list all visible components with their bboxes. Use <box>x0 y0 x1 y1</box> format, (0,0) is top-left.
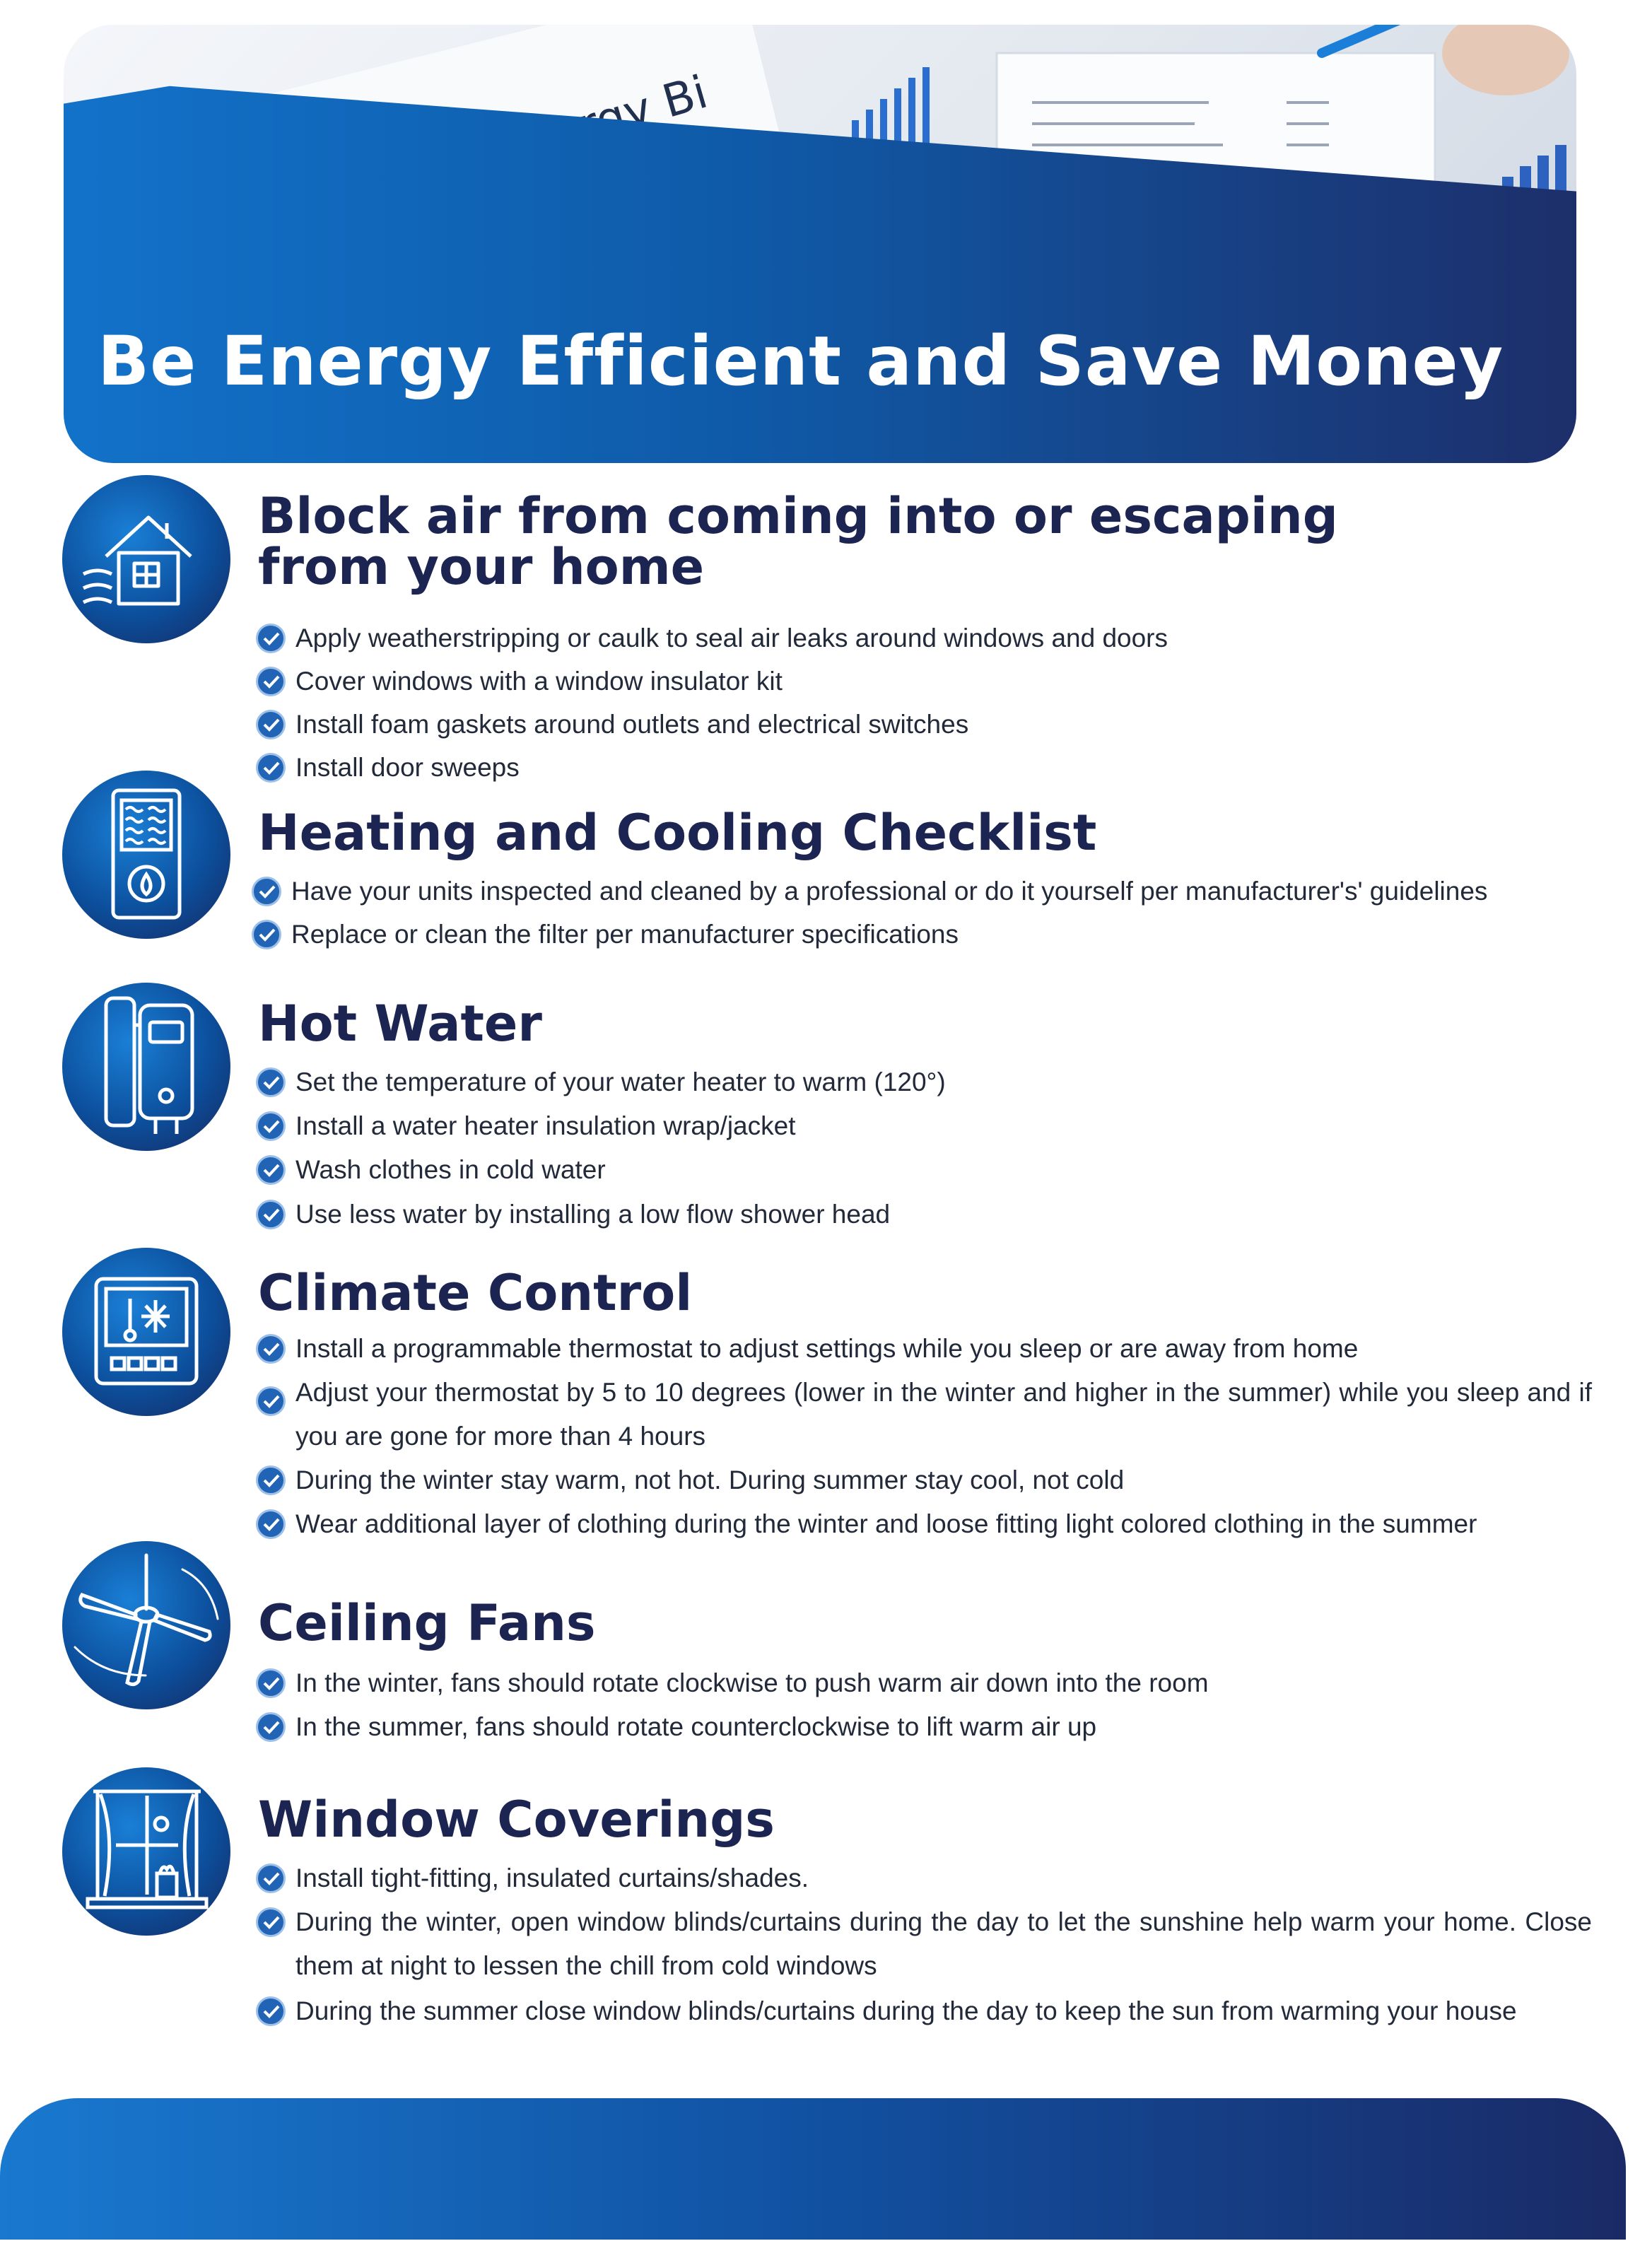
check-icon <box>256 1334 286 1364</box>
check-icon <box>252 877 281 906</box>
list-item: In the summer, fans should rotate counterclockwise to lift warm air up <box>256 1705 1592 1749</box>
list-item: Adjust your thermostat by 5 to 10 degrees (lower in the winter and higher in the summer) while you sleep and if you are gone for more than 4 hours <box>256 1371 1592 1458</box>
footer-bar <box>0 2098 1626 2240</box>
check-icon <box>256 753 286 783</box>
check-icon <box>256 1907 286 1937</box>
ceiling-fan-icon <box>62 1541 230 1709</box>
list-item: During the summer close window blinds/curtains during the day to keep the sun from warming your house <box>256 1989 1592 2033</box>
list-item: Set the temperature of your water heater to warm (120°) <box>256 1060 1592 1104</box>
check-icon <box>256 1509 286 1539</box>
list-item: During the winter stay warm, not hot. During summer stay cool, not cold <box>256 1458 1592 1502</box>
list-item: Install a water heater insulation wrap/jacket <box>256 1104 1592 1148</box>
check-icon <box>256 1465 286 1495</box>
check-icon <box>256 1155 286 1185</box>
section-heading: Heating and Cooling Checklist <box>258 804 1097 862</box>
check-icon <box>256 1668 286 1698</box>
check-icon <box>256 1067 286 1097</box>
check-icon <box>256 1996 286 2026</box>
list-item: Apply weatherstripping or caulk to seal air leaks around windows and doors <box>256 616 1592 660</box>
check-icon <box>256 1712 286 1742</box>
section-heading: Hot Water <box>258 995 542 1053</box>
list-item: Install door sweeps <box>256 746 1592 790</box>
check-icon <box>256 1386 286 1416</box>
list-item: Replace or clean the filter per manufacturer specifications <box>252 913 1588 956</box>
check-icon <box>252 920 281 949</box>
check-icon <box>256 710 286 739</box>
section-heading: Climate Control <box>258 1264 693 1322</box>
list-item: Install foam gaskets around outlets and electrical switches <box>256 703 1592 747</box>
check-icon <box>256 624 286 653</box>
check-icon <box>256 1111 286 1141</box>
list-item: Wear additional layer of clothing during the winter and loose fitting light colored clothing in the summer <box>256 1502 1592 1546</box>
section-heading: Ceiling Fans <box>258 1594 596 1652</box>
list-item: Have your units inspected and cleaned by a professional or do it yourself per manufacturer's' guidelines <box>252 870 1588 913</box>
list-item: Install a programmable thermostat to adjust settings while you sleep or are away from home <box>256 1327 1592 1371</box>
header-banner <box>64 25 1576 463</box>
list-item: Wash clothes in cold water <box>256 1148 1592 1192</box>
section-heading: Block air from coming into or escaping from your home <box>258 487 1338 596</box>
check-icon <box>256 1863 286 1893</box>
section-heading: Window Coverings <box>258 1791 775 1849</box>
house-icon <box>62 475 230 643</box>
check-icon <box>256 667 286 696</box>
water-heater-icon <box>62 983 230 1151</box>
list-item: In the winter, fans should rotate clockwise to push warm air down into the room <box>256 1661 1592 1705</box>
page-title: Be Energy Efficient and Save Money <box>98 322 1504 401</box>
furnace-icon <box>62 771 230 939</box>
check-icon <box>256 1200 286 1229</box>
thermostat-icon <box>62 1248 230 1416</box>
list-item: Use less water by installing a low flow shower head <box>256 1193 1592 1236</box>
window-icon <box>62 1767 230 1936</box>
list-item: Cover windows with a window insulator kit <box>256 660 1592 703</box>
list-item: During the winter, open window blinds/curtains during the day to let the sunshine help warm your home. Close them at night to lessen the chill from cold windows <box>256 1900 1592 1988</box>
list-item: Install tight-fitting, insulated curtains/shades. <box>256 1856 1592 1900</box>
